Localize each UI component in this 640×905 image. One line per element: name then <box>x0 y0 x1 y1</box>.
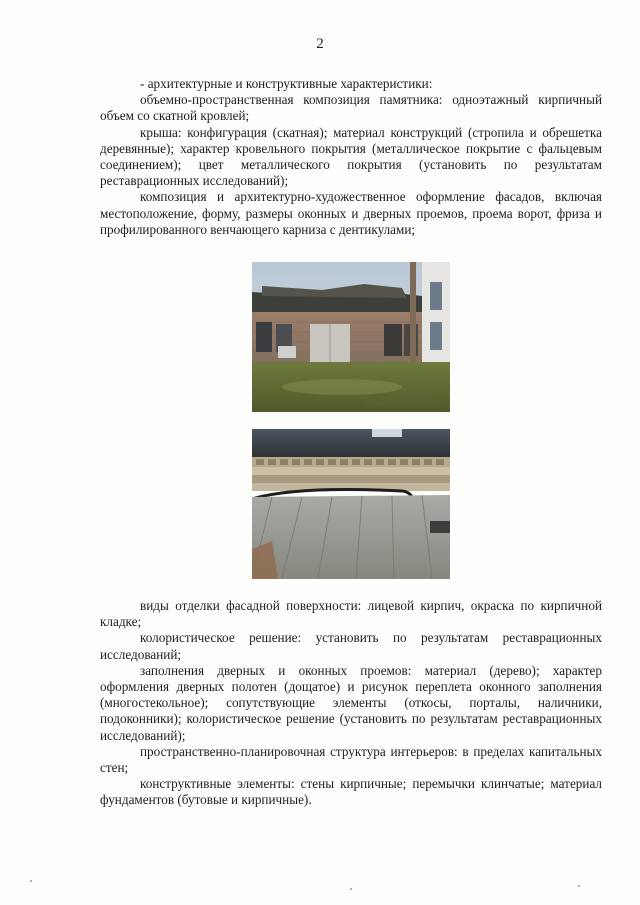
paragraph: объемно-пространственная композиция памятника: одноэтажный кирпичный объем со скатной кровлей; <box>100 92 602 124</box>
paragraph: колористическое решение: установить по результатам реставрационных исследований; <box>100 630 602 662</box>
paragraph: заполнения дверных и оконных проемов: материал (дерево); характер оформления дверных полотен (дощатое) и рисунок переплета оконного заполнения (многостекольное); сопутствующие элементы (откосы, порталы, наличники, подоконники); колористическое решение (установить по результатам реставрационных исследований); <box>100 662 602 743</box>
paragraph: виды отделки фасадной поверхности: лицевой кирпич, окраска по кирпичной кладке; <box>100 598 602 630</box>
paragraph: крыша: конфигурация (скатная); материал конструкций (стропила и обрешетка деревянные); характер кровельного покрытия (металлическое покрытие с фальцевым соединением); цвет металлического покрытия (установить по результатам реставрационных исследований); <box>100 124 602 189</box>
text-block-bottom <box>100 598 602 809</box>
page-number: 2 <box>316 36 324 52</box>
paragraph: пространственно-планировочная структура интерьеров: в пределах капитальных стен; <box>100 743 602 776</box>
paragraph: - архитектурные и конструктивные характеристики: <box>140 76 433 91</box>
cornice-photo <box>252 429 450 579</box>
scan-artifact <box>350 888 352 890</box>
paragraph: композиция и архитектурно-художественное оформление фасадов, включая местоположение, форму, размеры оконных и дверных проемов, проема ворот, фриза и профилированного венчающего карниза с дентикулами; <box>100 189 602 237</box>
paragraph: конструктивные элементы: стены кирпичные; перемычки клинчатые; материал фундаментов (бутовые и кирпичные). <box>100 776 602 808</box>
facade-photo <box>252 262 450 412</box>
scan-artifact <box>578 885 580 887</box>
scan-artifact <box>30 880 32 882</box>
text-block-top <box>100 76 602 238</box>
